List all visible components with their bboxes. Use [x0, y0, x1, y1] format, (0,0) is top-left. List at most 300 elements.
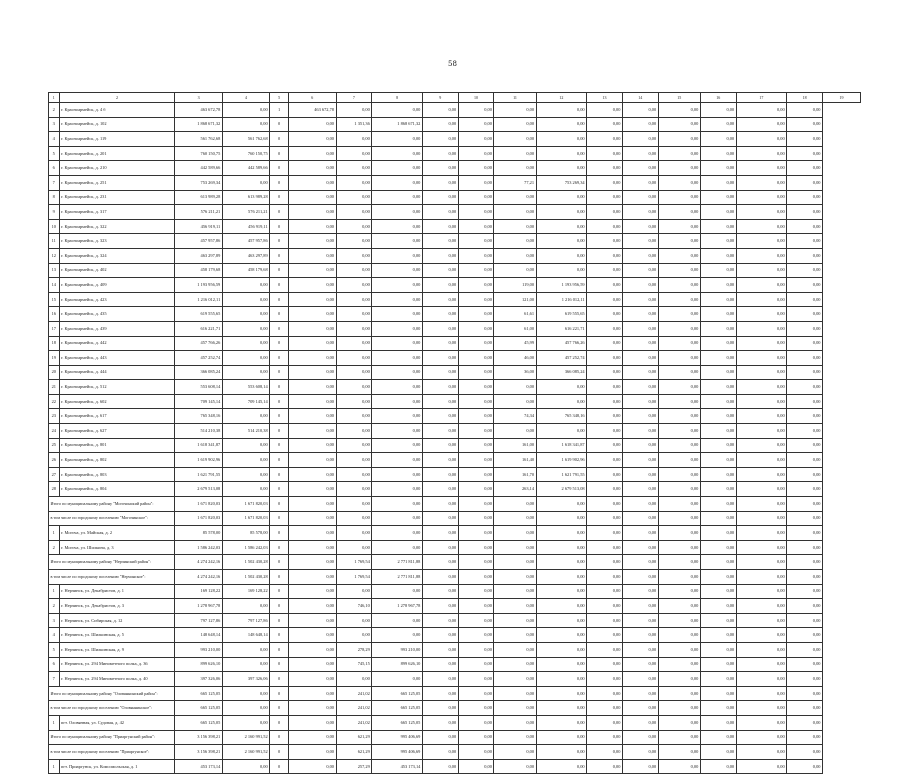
value-cell: 0,00 [736, 219, 787, 234]
value-cell: 0,00 [372, 526, 423, 541]
value-cell: 0,00 [222, 759, 269, 774]
value-cell: 0,00 [622, 628, 658, 643]
value-cell: 0,00 [336, 146, 372, 161]
value-cell: 0,00 [700, 380, 736, 395]
value-cell: 0,00 [700, 599, 736, 614]
value-cell: 0,00 [422, 278, 458, 293]
value-cell: 0,00 [587, 467, 623, 482]
value-cell: 0,00 [587, 482, 623, 497]
value-cell: 0,00 [336, 526, 372, 541]
address-cell: г. Красноармейск, д. 512 [59, 380, 175, 395]
value-cell: 0,00 [736, 409, 787, 424]
value-cell: 1 216 012,11 [536, 292, 587, 307]
column-number: 7 [336, 93, 372, 103]
value-cell: 0,00 [587, 540, 623, 555]
value-cell: 0,00 [658, 453, 700, 468]
value-cell: 0,00 [289, 146, 336, 161]
value-cell: 0,00 [658, 759, 700, 774]
value-cell: 0,00 [336, 628, 372, 643]
total-label: Итого по муниципальному району "Приаргунский район": [49, 730, 175, 745]
value-cell: 0,00 [587, 365, 623, 380]
value-cell: 0,00 [736, 278, 787, 293]
value-cell: 0,00 [458, 278, 494, 293]
value-cell: 0,00 [587, 394, 623, 409]
value-cell: 463 297,89 [222, 248, 269, 263]
value-cell: 0,00 [494, 511, 536, 526]
value-cell: 0,00 [700, 642, 736, 657]
value-cell: 0 [270, 540, 289, 555]
address-cell: г. Красноармейск, д. 251 [59, 175, 175, 190]
value-cell: 0,00 [289, 351, 336, 366]
value-cell: 0,00 [658, 745, 700, 760]
value-cell: 0,00 [494, 497, 536, 512]
value-cell: 0,00 [700, 321, 736, 336]
value-cell: 0,00 [536, 234, 587, 249]
value-cell: 0 [270, 467, 289, 482]
value-cell: 0,00 [787, 526, 823, 541]
address-cell: г. Красноармейск, д. 435 [59, 307, 175, 322]
value-cell: 0,00 [422, 175, 458, 190]
value-cell: 0,00 [372, 321, 423, 336]
value-cell: 0,00 [494, 745, 536, 760]
value-cell: 561 762,68 [222, 132, 269, 147]
value-cell: 0,00 [494, 161, 536, 176]
value-cell: 0,00 [622, 146, 658, 161]
value-cell: 0,00 [422, 336, 458, 351]
value-cell: 463 297,89 [175, 248, 222, 263]
value-cell: 0 [270, 278, 289, 293]
value-cell: 0,00 [787, 132, 823, 147]
value-cell: 0,00 [336, 613, 372, 628]
value-cell: 0,00 [700, 467, 736, 482]
value-cell: 0,00 [536, 642, 587, 657]
value-cell: 0,00 [622, 409, 658, 424]
value-cell: 553 608,14 [175, 380, 222, 395]
value-cell: 665 125,05 [372, 686, 423, 701]
value-cell: 0,00 [787, 234, 823, 249]
value-cell: 0,00 [536, 745, 587, 760]
value-cell: 0,00 [736, 394, 787, 409]
value-cell: 0,00 [458, 570, 494, 585]
value-cell: 0,00 [787, 701, 823, 716]
value-cell: 0,00 [700, 453, 736, 468]
value-cell: 0,00 [289, 511, 336, 526]
value-cell: 0,00 [289, 321, 336, 336]
value-cell: 263,14 [494, 482, 536, 497]
row-number: 25 [49, 438, 60, 453]
value-cell: 0,00 [587, 321, 623, 336]
table-row [49, 380, 861, 395]
value-cell: 0,00 [622, 599, 658, 614]
value-cell: 0,00 [658, 307, 700, 322]
value-cell: 0,00 [372, 365, 423, 380]
value-cell: 0,00 [372, 584, 423, 599]
value-cell: 0,00 [536, 248, 587, 263]
value-cell: 0,00 [700, 409, 736, 424]
value-cell: 0,00 [736, 453, 787, 468]
value-cell: 0,00 [289, 307, 336, 322]
value-cell: 0,00 [736, 424, 787, 439]
value-cell: 0,00 [587, 526, 623, 541]
value-cell: 0,00 [587, 511, 623, 526]
value-cell: 0,00 [458, 745, 494, 760]
value-cell: 0,00 [536, 132, 587, 147]
value-cell: 0,00 [422, 263, 458, 278]
value-cell: 0 [270, 263, 289, 278]
value-cell: 0,00 [222, 701, 269, 716]
row-number: 7 [49, 175, 60, 190]
address-cell: пгт. Оловянная, ул. Судовая, д. 42 [59, 715, 175, 730]
value-cell: 0,00 [736, 745, 787, 760]
value-cell: 0,00 [222, 117, 269, 132]
value-cell: 0 [270, 715, 289, 730]
value-cell: 0 [270, 132, 289, 147]
value-cell: 621,29 [336, 745, 372, 760]
value-cell: 0 [270, 321, 289, 336]
value-cell: 46,00 [494, 351, 536, 366]
value-cell: 0,00 [289, 584, 336, 599]
value-cell: 1 671 820,03 [222, 497, 269, 512]
value-cell: 0,00 [736, 351, 787, 366]
value-cell: 0,00 [700, 292, 736, 307]
value-cell: 61,00 [494, 321, 536, 336]
value-cell: 0,00 [372, 409, 423, 424]
page-number: 58 [448, 60, 457, 68]
value-cell: 0,00 [289, 248, 336, 263]
value-cell: 0,00 [787, 161, 823, 176]
value-cell: 3 156 398,21 [175, 730, 222, 745]
row-number: 4 [49, 132, 60, 147]
value-cell: 0,00 [736, 701, 787, 716]
value-cell: 0,00 [336, 219, 372, 234]
value-cell: 1 769,54 [336, 555, 372, 570]
value-cell: 0,00 [587, 730, 623, 745]
table-row [49, 599, 861, 614]
value-cell: 0,00 [700, 117, 736, 132]
value-cell: 0,00 [700, 672, 736, 687]
value-cell: 0,00 [622, 424, 658, 439]
value-cell: 85 578,00 [175, 526, 222, 541]
value-cell: 0 [270, 497, 289, 512]
value-cell: 0 [270, 526, 289, 541]
value-cell: 0 [270, 219, 289, 234]
column-number: 1 [49, 93, 60, 103]
table-row [49, 234, 861, 249]
value-cell: 0,00 [736, 161, 787, 176]
value-cell: 0,00 [787, 278, 823, 293]
value-cell: 0,00 [622, 438, 658, 453]
value-cell: 0,00 [222, 336, 269, 351]
value-cell: 0,00 [700, 511, 736, 526]
value-cell: 0,00 [658, 248, 700, 263]
value-cell: 0,00 [336, 365, 372, 380]
value-cell: 0,00 [622, 467, 658, 482]
value-cell: 0,00 [736, 380, 787, 395]
value-cell: 0,00 [494, 570, 536, 585]
value-cell: 0,00 [787, 175, 823, 190]
value-cell: 0,00 [658, 438, 700, 453]
value-cell: 0,00 [422, 467, 458, 482]
value-cell: 0,00 [587, 613, 623, 628]
value-cell: 0,00 [494, 205, 536, 220]
value-cell: 0,00 [736, 511, 787, 526]
address-cell: г. Могоча, ул. Майская, д. 2 [59, 526, 175, 541]
value-cell: 0,00 [787, 686, 823, 701]
value-cell: 0,00 [587, 117, 623, 132]
value-cell: 0,00 [494, 103, 536, 118]
value-cell: 0,00 [289, 292, 336, 307]
value-cell: 0,00 [372, 336, 423, 351]
value-cell: 0,00 [536, 613, 587, 628]
table-row [49, 628, 861, 643]
value-cell: 0,00 [700, 438, 736, 453]
value-cell: 797 127,86 [222, 613, 269, 628]
value-cell: 0,00 [587, 657, 623, 672]
value-cell: 0,00 [422, 584, 458, 599]
value-cell: 0,00 [422, 715, 458, 730]
value-cell: 0,00 [458, 132, 494, 147]
total-label: Итого по муниципальному району "Могочинский район": [49, 497, 175, 512]
column-number: 18 [787, 93, 823, 103]
row-number: 23 [49, 409, 60, 424]
value-cell: 709 145,14 [222, 394, 269, 409]
value-cell: 457 957,86 [175, 234, 222, 249]
value-cell: 0,00 [622, 175, 658, 190]
value-cell: 0,00 [422, 672, 458, 687]
value-cell: 1 619 902,96 [536, 453, 587, 468]
value-cell: 0 [270, 190, 289, 205]
value-cell: 1 621 791,55 [536, 467, 587, 482]
value-cell: 241,02 [336, 686, 372, 701]
value-cell: 0,00 [700, 715, 736, 730]
value-cell: 1 502 430,28 [222, 555, 269, 570]
value-cell: 1 619 902,96 [175, 453, 222, 468]
value-cell: 621,29 [336, 730, 372, 745]
value-cell: 1 216 012,11 [175, 292, 222, 307]
value-cell: 0,00 [787, 336, 823, 351]
address-cell: г. Красноармейск, д. 617 [59, 409, 175, 424]
value-cell: 0,00 [700, 394, 736, 409]
value-cell: 463 672,78 [175, 103, 222, 118]
table-row [49, 715, 861, 730]
value-cell: 665 125,05 [175, 715, 222, 730]
value-cell: 0,00 [658, 599, 700, 614]
value-cell: 0,00 [422, 234, 458, 249]
row-number: 21 [49, 380, 60, 395]
value-cell: 709 145,14 [175, 394, 222, 409]
value-cell: 0,00 [622, 351, 658, 366]
value-cell: 0,00 [700, 701, 736, 716]
value-cell: 0,00 [494, 715, 536, 730]
value-cell: 0,00 [422, 453, 458, 468]
value-cell: 0,00 [494, 146, 536, 161]
value-cell: 0,00 [658, 584, 700, 599]
value-cell: 397 326,06 [222, 672, 269, 687]
value-cell: 0,00 [658, 292, 700, 307]
value-cell: 0,00 [587, 103, 623, 118]
value-cell: 0,00 [422, 365, 458, 380]
row-number: 4 [49, 628, 60, 643]
table-row [49, 321, 861, 336]
value-cell: 0,00 [700, 278, 736, 293]
district-total-row [49, 555, 861, 570]
value-cell: 0,00 [536, 394, 587, 409]
value-cell: 0,00 [658, 278, 700, 293]
district-total-row [49, 730, 861, 745]
value-cell: 1 278 967,78 [175, 599, 222, 614]
value-cell: 0,00 [587, 701, 623, 716]
value-cell: 0,00 [372, 628, 423, 643]
row-number: 7 [49, 672, 60, 687]
value-cell: 0,00 [700, 730, 736, 745]
value-cell: 0,00 [422, 482, 458, 497]
value-cell: 0,00 [658, 555, 700, 570]
value-cell: 0,00 [700, 745, 736, 760]
value-cell: 0,00 [658, 394, 700, 409]
value-cell: 0 [270, 672, 289, 687]
row-number: 18 [49, 336, 60, 351]
value-cell: 1 769,54 [336, 570, 372, 585]
value-cell: 0,00 [536, 263, 587, 278]
value-cell: 0,00 [336, 672, 372, 687]
value-cell: 463 672,78 [289, 103, 336, 118]
value-cell: 0,00 [422, 248, 458, 263]
value-cell: 0,00 [494, 424, 536, 439]
value-cell: 0,00 [700, 205, 736, 220]
value-cell: 1 618 341,87 [175, 438, 222, 453]
value-cell: 0,00 [422, 438, 458, 453]
column-number: 12 [536, 93, 587, 103]
table-row [49, 219, 861, 234]
value-cell: 0,00 [700, 570, 736, 585]
value-cell: 616 221,71 [536, 321, 587, 336]
value-cell: 0,00 [536, 599, 587, 614]
value-cell: 0,00 [289, 642, 336, 657]
value-cell: 0,00 [658, 351, 700, 366]
value-cell: 0,00 [336, 161, 372, 176]
table-row [49, 132, 861, 147]
settlement-total-row [49, 570, 861, 585]
value-cell: 0,00 [658, 715, 700, 730]
value-cell: 0,00 [422, 555, 458, 570]
value-cell: 0,00 [422, 307, 458, 322]
value-cell: 0,00 [289, 117, 336, 132]
value-cell: 613 989,28 [175, 190, 222, 205]
value-cell: 0,00 [700, 161, 736, 176]
row-number: 6 [49, 161, 60, 176]
value-cell: 0,00 [494, 555, 536, 570]
value-cell: 0,00 [736, 103, 787, 118]
address-cell: г. Нерчинск, ул. Сибирская, д. 12 [59, 613, 175, 628]
value-cell: 576 211,21 [175, 205, 222, 220]
value-cell: 0,00 [736, 555, 787, 570]
value-cell: 0,00 [372, 146, 423, 161]
row-number: 16 [49, 307, 60, 322]
value-cell: 0,00 [458, 336, 494, 351]
value-cell: 0,00 [736, 146, 787, 161]
value-cell: 0,00 [494, 613, 536, 628]
value-cell: 0,00 [658, 526, 700, 541]
value-cell: 0,00 [787, 555, 823, 570]
row-number: 17 [49, 321, 60, 336]
value-cell: 0,00 [458, 467, 494, 482]
value-cell: 0,00 [622, 248, 658, 263]
value-cell: 1 671 820,03 [175, 511, 222, 526]
table-row [49, 409, 861, 424]
value-cell: 458 179,68 [175, 263, 222, 278]
value-cell: 0,00 [494, 730, 536, 745]
value-cell: 576 211,21 [222, 205, 269, 220]
value-cell: 0,00 [787, 672, 823, 687]
value-cell: 0,00 [536, 686, 587, 701]
value-cell: 0,00 [289, 628, 336, 643]
value-cell: 0,00 [700, 424, 736, 439]
value-cell: 0,00 [736, 117, 787, 132]
value-cell: 0,00 [700, 526, 736, 541]
value-cell: 0,00 [422, 526, 458, 541]
value-cell: 0,00 [458, 409, 494, 424]
value-cell: 0,00 [736, 759, 787, 774]
address-cell: г. Могоча, ул. Шилкина, д. 3 [59, 540, 175, 555]
value-cell: 0,00 [787, 292, 823, 307]
value-cell: 0,00 [494, 759, 536, 774]
value-cell: 0,00 [422, 424, 458, 439]
value-cell: 0,00 [787, 453, 823, 468]
value-cell: 457 766,26 [175, 336, 222, 351]
value-cell: 0,00 [422, 409, 458, 424]
address-cell: г. Красноармейск, д. 627 [59, 424, 175, 439]
table-row [49, 117, 861, 132]
value-cell: 0,00 [787, 409, 823, 424]
value-cell: 0,00 [458, 365, 494, 380]
value-cell: 0 [270, 599, 289, 614]
value-cell: 0,00 [700, 307, 736, 322]
value-cell: 0,00 [587, 175, 623, 190]
value-cell: 0,00 [736, 584, 787, 599]
value-cell: 1 868 671,32 [372, 117, 423, 132]
table-row [49, 175, 861, 190]
value-cell: 0,00 [372, 672, 423, 687]
value-cell: 0 [270, 307, 289, 322]
value-cell: 0 [270, 584, 289, 599]
value-cell: 0,00 [587, 497, 623, 512]
value-cell: 121,00 [494, 292, 536, 307]
value-cell: 0,00 [736, 248, 787, 263]
value-cell: 0,00 [658, 175, 700, 190]
value-cell: 148 648,14 [175, 628, 222, 643]
value-cell: 0,00 [587, 599, 623, 614]
value-cell: 993 210,00 [175, 642, 222, 657]
address-cell: г. Красноармейск, д. 442 [59, 336, 175, 351]
value-cell: 0,00 [587, 672, 623, 687]
value-cell: 0,00 [622, 642, 658, 657]
value-cell: 0,00 [658, 701, 700, 716]
table-row [49, 190, 861, 205]
value-cell: 0,00 [700, 146, 736, 161]
value-cell: 0,00 [494, 117, 536, 132]
value-cell: 0,00 [787, 321, 823, 336]
value-cell: 0,00 [536, 584, 587, 599]
value-cell: 85 578,00 [222, 526, 269, 541]
value-cell: 161,40 [494, 453, 536, 468]
total-label: в том числе по городскому поселению "Могочинское": [49, 511, 175, 526]
value-cell: 0,00 [658, 365, 700, 380]
value-cell: 0,00 [422, 599, 458, 614]
value-cell: 0,00 [289, 336, 336, 351]
value-cell: 0,00 [372, 540, 423, 555]
value-cell: 0 [270, 642, 289, 657]
value-cell: 0,00 [422, 219, 458, 234]
